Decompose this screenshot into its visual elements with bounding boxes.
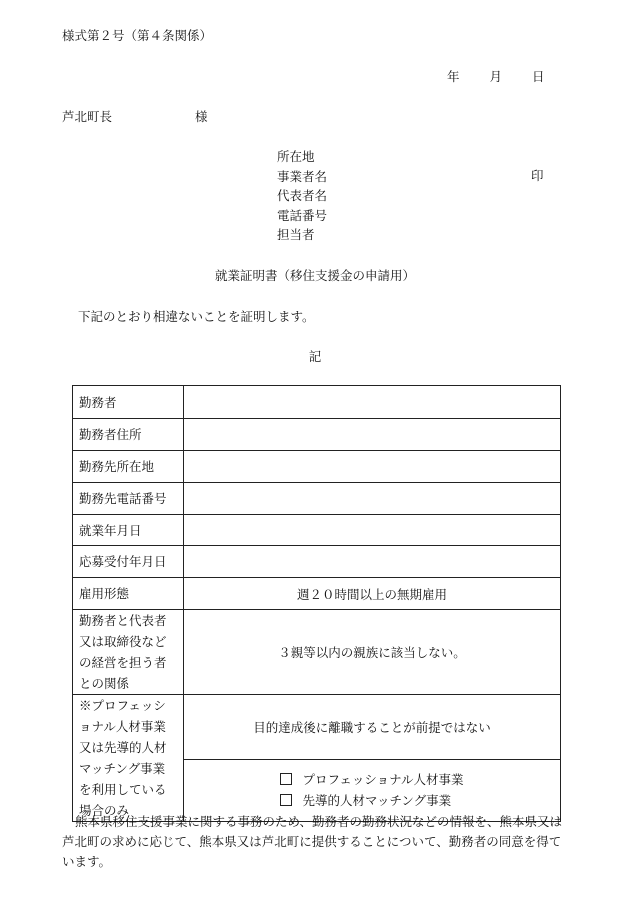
checkbox-icon[interactable] [280,773,292,785]
relationship-label-line: 又は取締役など [79,634,167,649]
issuer-company-label: 事業者名 [277,168,328,184]
issuer-representative-label: 代表者名 [277,188,328,203]
row-label-employment-type: 雇用形態 [73,578,184,610]
row-label-workplace-address: 勤務先所在地 [73,451,184,483]
row-label-workplace-phone: 勤務先電話番号 [73,483,184,515]
row-label-employment-date: 就業年月日 [73,515,184,546]
checkbox-label: 先導的人材マッチング事業 [302,793,452,809]
professional-label-line: ョナル人材事業 [79,719,166,734]
professional-label-line: ※プロフェッシ [79,698,166,713]
issuer-contact-label: 担当者 [277,227,315,242]
row-value-workplace-phone[interactable] [184,483,561,515]
issuer-phone-label: 電話番号 [277,207,328,223]
row-value-employment-type: 週２０時間以上の無期雇用 [184,578,561,610]
professional-label-line: を利用している [79,782,167,797]
table-row [73,546,561,578]
table-row [73,610,561,695]
row-label-application-date: 応募受付年月日 [73,546,184,578]
date-month: 月 [489,69,503,84]
table-row [73,483,561,515]
addressee [62,107,208,125]
date-year: 年 [447,69,460,84]
row-value-worker[interactable] [184,386,561,419]
table-row [73,451,561,483]
professional-label-line: 又は先導的人材 [79,740,167,755]
relationship-label-line: との関係 [79,676,130,691]
form-number: 様式第２号（第４条関係） [62,28,213,43]
table-row [73,695,561,760]
row-value-application-date[interactable] [184,546,561,578]
checkbox-label: プロフェッショナル人材事業 [302,772,464,788]
certificate-table [72,385,561,822]
table-row [73,386,561,419]
relationship-label-line: 勤務者と代表者 [79,613,167,628]
issuer-block [277,147,327,245]
professional-label-line: マッチング事業 [79,761,166,776]
addressee-name: 芦北町長 [62,109,113,124]
row-value-professional: 目的達成後に離職することが前提ではない [184,695,561,760]
addressee-honorific: 様 [195,109,208,124]
table-row [73,515,561,546]
professional-label-line: 場合のみ [79,803,130,818]
issuer-address-label: 所在地 [277,149,315,164]
seal-mark: 印 [531,168,544,183]
checkbox-option[interactable] [280,790,463,811]
ki-heading: 記 [308,349,322,364]
row-label-relationship [73,610,184,695]
row-label-professional [73,695,184,822]
checkbox-icon[interactable] [280,794,292,806]
table-row [73,419,561,451]
row-value-relationship: ３親等以内の親族に該当しない。 [184,610,561,695]
row-value-worker-address[interactable] [184,419,561,451]
row-label-worker: 勤務者 [73,386,184,419]
consent-note: 熊本県移住支援事業に関する事務のため、勤務者の勤務状況などの情報を、熊本県又は芦北町の求めに応じて、熊本県又は芦北町に提供することについて、勤務者の同意を得ています。 [62,814,563,869]
row-value-workplace-address[interactable] [184,451,561,483]
table-row [73,578,561,610]
checkbox-option[interactable] [280,769,463,790]
row-label-worker-address: 勤務者住所 [73,419,184,451]
date-line [447,67,545,85]
date-day: 日 [532,69,545,84]
intro-text: 下記のとおり相違ないことを証明します。 [78,309,315,324]
relationship-label-line: の経営を担う者 [79,655,167,670]
document-title: 就業証明書（移住支援金の申請用） [214,268,415,283]
row-value-employment-date[interactable] [184,515,561,546]
